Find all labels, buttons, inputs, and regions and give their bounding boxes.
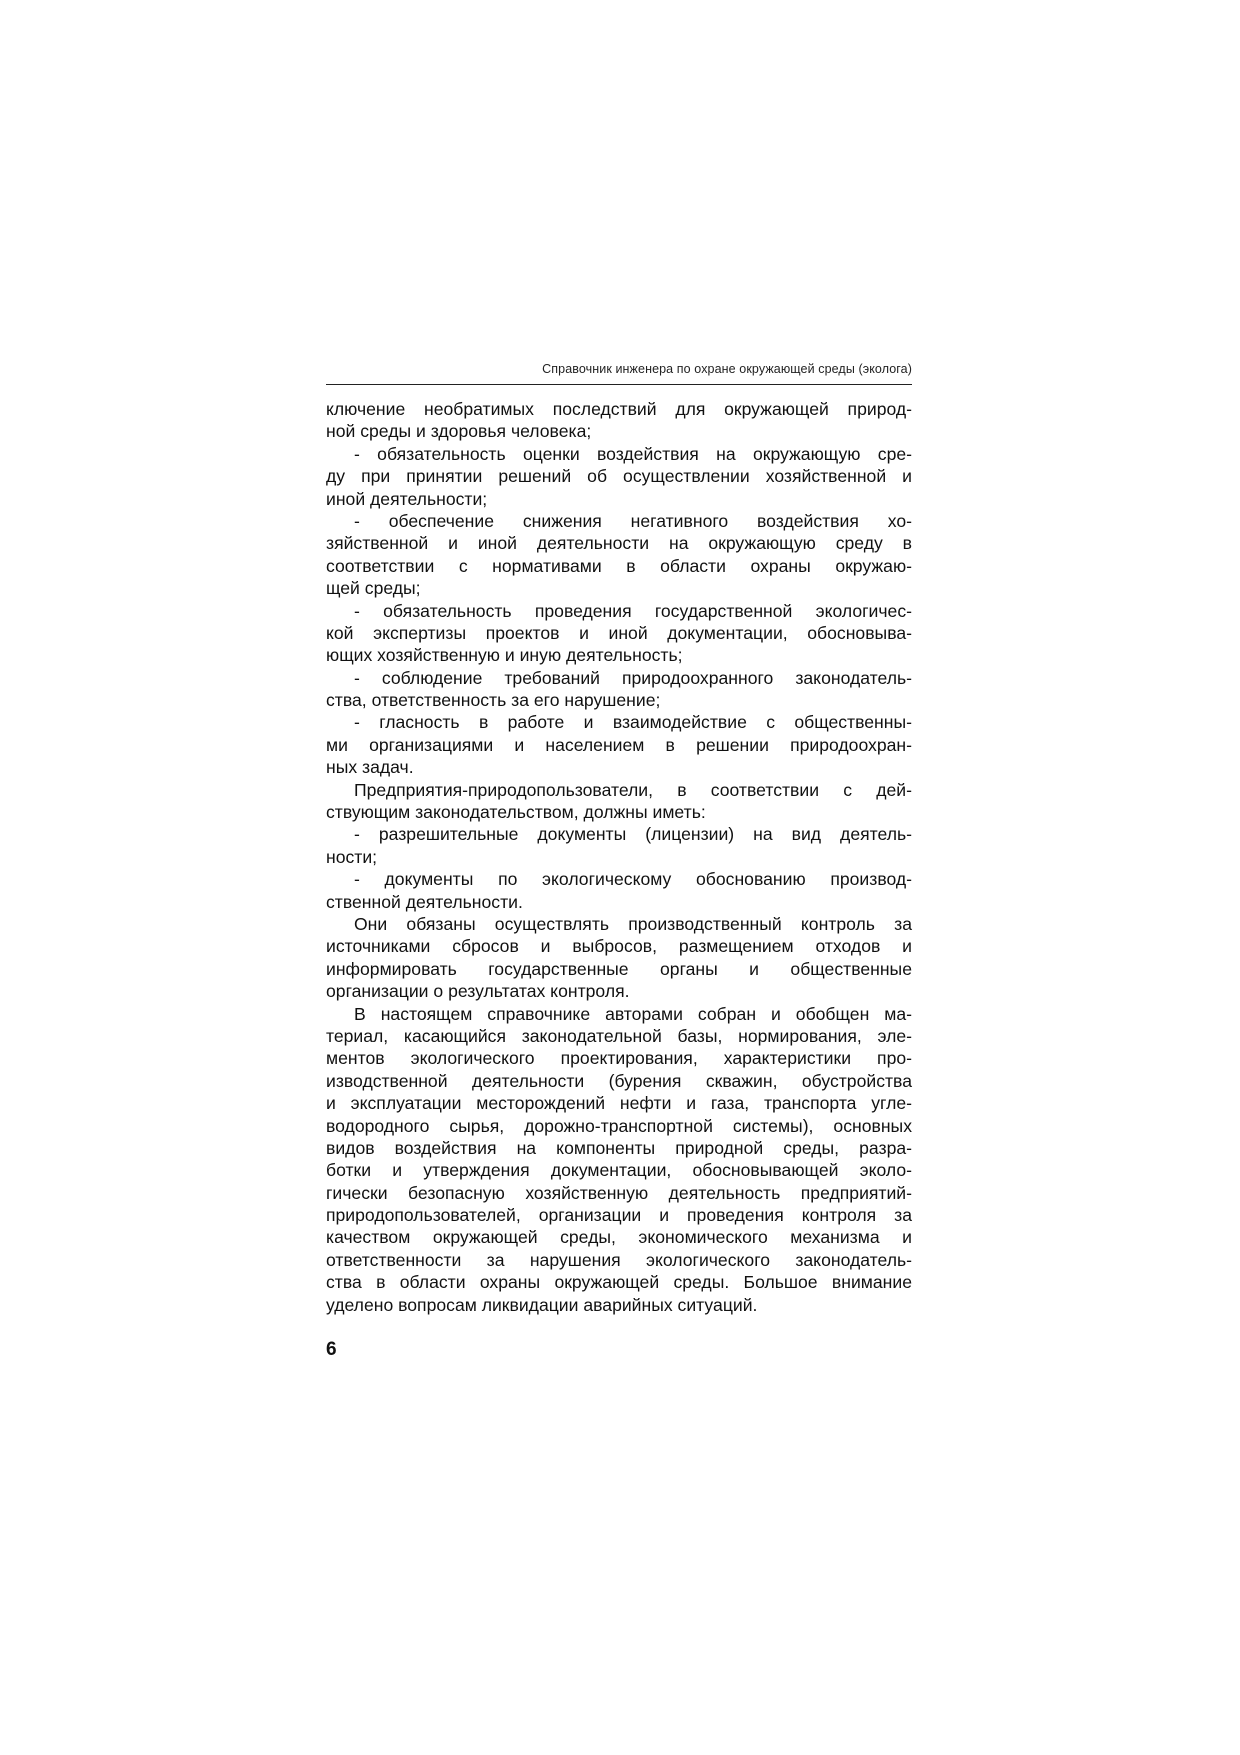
text-line: зяйственной и иной деятельности на окружающую среду в: [326, 533, 912, 554]
text-line: териал, касающийся законодательной базы, нормирования, эле-: [326, 1025, 912, 1046]
text-line: иной деятельности;: [326, 488, 488, 509]
text-line: - обязательность проведения государственной экологичес-: [354, 600, 912, 621]
header-rule: [326, 384, 912, 385]
text-line: В настоящем справочнике авторами собран и обобщен ма-: [354, 1003, 912, 1024]
text-line: водородного сырья, дорожно-транспортной системы), основных: [326, 1115, 912, 1136]
text-line: природопользователей, организации и проведения контроля за: [326, 1205, 912, 1226]
text-line: ответственности за нарушения экологического законодатель-: [326, 1249, 912, 1270]
running-header: Справочник инженера по охране окружающей среды (эколога): [542, 362, 912, 376]
text-line: соответствии с нормативами в области охраны окружаю-: [326, 555, 912, 576]
text-line: ных задач.: [326, 757, 414, 778]
text-line: ства в области охраны окружающей среды. Большое внимание: [326, 1272, 912, 1293]
body-text: [326, 398, 912, 1316]
text-line: ботки и утверждения документации, обосновывающей эколо-: [326, 1160, 912, 1181]
page-number: 6: [326, 1339, 337, 1360]
text-line: ду при принятии решений об осуществлении хозяйственной и: [326, 466, 912, 487]
text-line: ющих хозяйственную и иную деятельность;: [326, 645, 683, 666]
text-line: организации о результатах контроля.: [326, 981, 630, 1002]
text-line: и эксплуатации месторождений нефти и газа, транспорта угле-: [326, 1093, 912, 1114]
text-line: ствующим законодательством, должны иметь:: [326, 802, 706, 823]
text-line: информировать государственные органы и общественные: [326, 958, 912, 979]
text-line: Предприятия-природопользователи, в соответствии с дей-: [354, 779, 912, 800]
text-line: Они обязаны осуществлять производственный контроль за: [354, 913, 912, 934]
text-line: - соблюдение требований природоохранного законодатель-: [354, 667, 912, 688]
text-line: ключение необратимых последствий для окружающей природ-: [326, 399, 912, 419]
text-line: кой экспертизы проектов и иной документации, обосновыва-: [326, 622, 912, 643]
text-line: щей среды;: [326, 578, 421, 599]
text-line: качеством окружающей среды, экономического механизма и: [326, 1227, 912, 1248]
text-line: ми организациями и населением в решении природоохран-: [326, 734, 912, 755]
text-line: ной среды и здоровья человека;: [326, 421, 592, 442]
text-line: ственной деятельности.: [326, 891, 523, 912]
text-line: - обязательность оценки воздействия на окружающую сре-: [354, 443, 912, 464]
text-line: ности;: [326, 846, 378, 867]
text-line: видов воздействия на компоненты природной среды, разра-: [326, 1137, 912, 1158]
text-line: изводственной деятельности (бурения скважин, обустройства: [326, 1070, 912, 1091]
text-line: уделено вопросам ликвидации аварийных ситуаций.: [326, 1294, 758, 1315]
text-line: ментов экологического проектирования, характеристики про-: [326, 1048, 912, 1069]
text-line: - обеспечение снижения негативного воздействия хо-: [354, 510, 912, 531]
text-line: гически безопасную хозяйственную деятельность предприятий-: [326, 1182, 912, 1203]
text-line: - разрешительные документы (лицензии) на вид деятель-: [354, 824, 912, 845]
text-line: - гласность в работе и взаимодействие с общественны-: [354, 712, 912, 733]
text-line: ства, ответственность за его нарушение;: [326, 690, 661, 711]
text-line: источниками сбросов и выбросов, размещением отходов и: [326, 936, 912, 957]
text-line: - документы по экологическому обоснованию производ-: [354, 869, 912, 890]
